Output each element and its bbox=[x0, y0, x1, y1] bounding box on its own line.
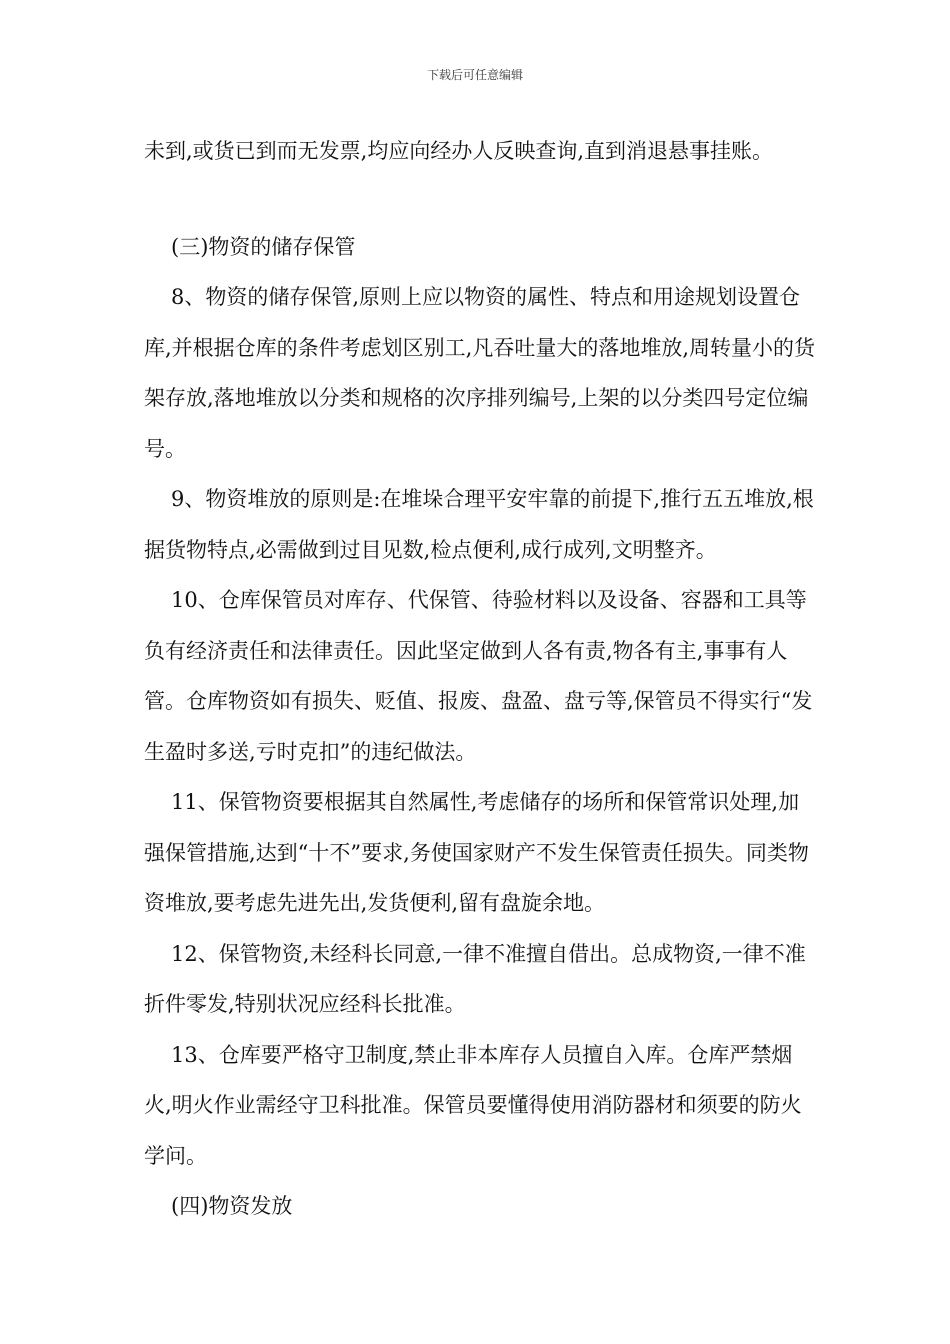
document-body bbox=[144, 126, 820, 1232]
paragraph-item-9: 9、物资堆放的原则是:在堆垛合理平安牢靠的前提下,推行五五堆放,根据货物特点,必需做到过目见数,检点便利,成行成列,文明整齐。 bbox=[144, 487, 814, 562]
paragraph-gap bbox=[144, 177, 820, 222]
paragraph-item-13: 13、仓库要严格守卫制度,禁止非本库存人员擅自入库。仓库严禁烟火,明火作业需经守卫科批准。保管员要懂得使用消防器材和须要的防火学问。 bbox=[144, 1042, 802, 1168]
section-heading-storage: (三)物资的储存保管 bbox=[171, 234, 356, 259]
paragraph-item-11: 11、保管物资要根据其自然属性,考虑储存的场所和保管常识处理,加强保管措施,达到“十不”要求,务使国家财产不发生保管责任损失。同类物资堆放,要考虑先进先出,发货便利,留有盘旋余地。 bbox=[144, 790, 809, 915]
paragraph-item-8: 8、物资的储存保管,原则上应以物资的属性、特点和用途规划设置仓库,并根据仓库的条件考虑划区别工,凡吞吐量大的落地堆放,周转量小的货架存放,落地堆放以分类和规格的次序排列编号,上架的以分类四号定位编号。 bbox=[144, 285, 816, 461]
section-heading-issue: (四)物资发放 bbox=[171, 1194, 293, 1218]
paragraph-item-12: 12、保管物资,未经科长同意,一律不准擅自借出。总成物资,一律不准折件零发,特别状况应经科长批准。 bbox=[144, 941, 806, 1016]
paragraph-item-10: 10、仓库保管员对库存、代保管、待验材料以及设备、容器和工具等负有经济责任和法律责任。因此坚定做到人各有责,物各有主,事事有人管。仓库物资如有损失、贬值、报废、盘盈、盘亏等,保管员不得实行“发生盈时多送,亏时克扣”的违纪做法。 bbox=[144, 588, 813, 764]
paragraph-continuation: 未到,或货已到而无发票,均应向经办人反映查询,直到消退悬事挂账。 bbox=[144, 139, 774, 163]
page-header-note: 下载后可任意编辑 bbox=[426, 68, 523, 82]
